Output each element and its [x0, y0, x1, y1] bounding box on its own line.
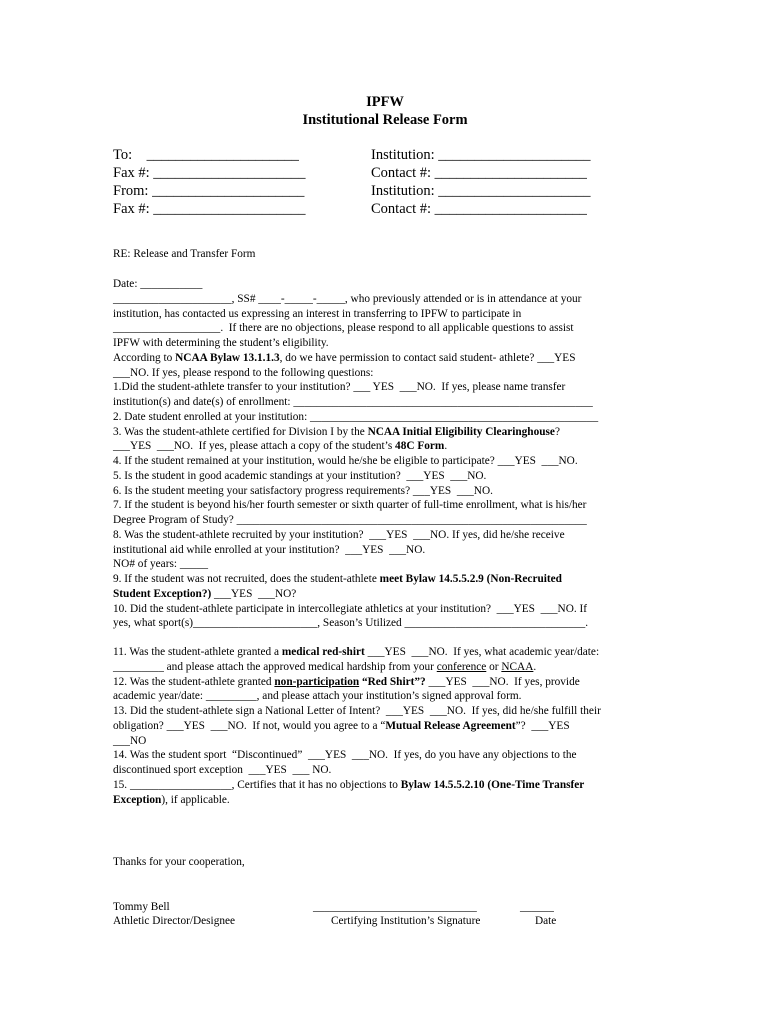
form-line	[113, 454, 578, 468]
address-from: From: _____________________	[113, 183, 305, 199]
form-title: Institutional Release Form	[302, 112, 468, 128]
address-contact-2: Contact #: _____________________	[371, 201, 587, 217]
form-line-text: According to	[113, 351, 176, 364]
form-line	[113, 602, 587, 616]
form-line	[113, 704, 601, 718]
form-line-text: institutional aid while enrolled at your institution? ___YES ___NO.	[113, 543, 426, 556]
signer-name: Tommy Bell	[113, 901, 170, 913]
form-line	[113, 292, 581, 306]
form-line-text: non-participation	[274, 675, 360, 688]
form-line	[113, 395, 593, 409]
address-institution-1: Institution: _____________________	[371, 147, 591, 163]
form-line	[113, 557, 208, 571]
form-line-text: NCAA	[501, 660, 534, 673]
form-line-text: ___NO	[113, 734, 147, 747]
form-line-text: institution, has contacted us expressing an interest in transferring to IPFW to participate in	[113, 307, 522, 320]
form-line	[113, 689, 521, 703]
form-line-text: ?	[554, 425, 560, 438]
form-line	[113, 321, 574, 335]
form-line	[113, 675, 580, 689]
form-line-text: ___YES ___NO. If yes, what academic year/date:	[364, 646, 600, 658]
form-line-text: _____________________, SS# ____-_____-_____, who previously attended or is in attendance at your	[113, 292, 582, 305]
address-institution-2: Institution: _____________________	[371, 183, 591, 199]
form-line	[113, 366, 373, 380]
form-line-text: discontinued sport exception ___YES ___ NO.	[113, 764, 332, 776]
form-line-text: IPFW with determining the student’s eligibility.	[113, 337, 329, 349]
form-line	[113, 763, 331, 777]
form-line-text: , do we have permission to contact said student- athlete? ___YES	[279, 351, 576, 364]
form-line	[113, 307, 521, 321]
form-line	[113, 543, 425, 557]
form-line	[113, 410, 598, 424]
form-line-text: 5. Is the student in good academic standings at your institution? ___YES ___NO.	[113, 469, 487, 482]
form-line-text: 7. If the student is beyond his/her fourth semester or sixth quarter of full-time enrollment, what is his/her	[113, 499, 587, 512]
form-line-text: _________ and please attach the approved medical hardship from your	[113, 660, 437, 673]
form-line-text: 6. Is the student meeting your satisfactory progress requirements? ___YES ___NO.	[113, 484, 493, 497]
form-line	[113, 528, 565, 542]
form-line-text: 10. Did the student-athlete participate in intercollegiate athletics at your institution? ___YES ___NO. If	[113, 602, 588, 615]
form-line-text: academic year/date: _________, and please attach your institution’s signed approval form.	[113, 690, 522, 703]
date-label: Date	[535, 915, 557, 927]
form-line-text: 15. __________________, Certifies that it has no objections to	[113, 778, 401, 791]
form-line-text: meet Bylaw 14.5.5.2.9 (Non-Recruited	[379, 573, 562, 585]
form-line-text: NO# of years: _____	[113, 558, 209, 571]
form-line-text: 4. If the student remained at your institution, would he/she be eligible to participate? ___YES ___NO.	[113, 455, 578, 467]
signature-label: Certifying Institution’s Signature	[331, 915, 481, 927]
form-line-text: 14. Was the student sport “Discontinued” ___YES ___NO. If yes, do you have any objections to the	[113, 749, 577, 762]
form-line-text: ___YES ___NO. If yes, provide	[425, 675, 580, 688]
re-line: RE: Release and Transfer Form	[113, 248, 256, 260]
form-line	[113, 425, 560, 439]
form-line	[113, 719, 570, 733]
form-line-text: institution(s) and date(s) of enrollment: _____________________________________________________	[113, 396, 593, 408]
form-line-text: ___________________. If there are no objections, please respond to all applicable questions to assist	[113, 322, 574, 335]
form-line	[113, 616, 588, 630]
address-contact-1: Contact #: _____________________	[371, 165, 587, 181]
org-title: IPFW	[366, 94, 404, 110]
form-line-text: Bylaw 14.5.5.2.10 (One-Time Transfer	[400, 778, 585, 791]
address-to: To: _____________________	[113, 147, 299, 163]
form-line	[113, 748, 577, 762]
form-line-text: “Red Shirt”?	[359, 675, 426, 688]
form-line-text: 1.Did the student-athlete transfer to your institution? ___ YES ___NO. If yes, please name transfer	[113, 381, 566, 394]
form-line-text: 8. Was the student-athlete recruited by your institution? ___YES ___NO. If yes, did he/she receive	[113, 528, 565, 541]
form-line-text: medical red-shirt	[281, 646, 365, 658]
form-line-text: or	[486, 660, 502, 673]
form-line-text: .	[533, 660, 537, 673]
form-line-text: Mutual Release Agreement	[385, 719, 516, 732]
thanks-line: Thanks for your cooperation,	[113, 856, 245, 868]
form-line-text: 11. Was the student-athlete granted a	[113, 646, 282, 658]
form-line	[113, 439, 447, 453]
form-line-text: Date: ___________	[113, 278, 203, 290]
form-line	[113, 793, 230, 807]
form-line	[113, 645, 599, 659]
form-line-text: ___NO. If yes, please respond to the following questions:	[113, 366, 374, 379]
form-line-text: ___YES ___NO. If yes, please attach a copy of the student’s	[113, 440, 396, 453]
form-line-text: 12. Was the student-athlete granted	[113, 675, 275, 688]
form-line-text: NCAA Bylaw 13.1.1.3	[175, 351, 280, 364]
form-line-text: ), if applicable.	[161, 793, 230, 806]
form-line	[113, 484, 493, 498]
form-line-text: 13. Did the student-athlete sign a National Letter of Intent? ___YES ___NO. If yes, did he/she fulfill their	[113, 705, 601, 717]
address-fax-2: Fax #: _____________________	[113, 201, 306, 217]
date-line: ______	[520, 901, 554, 913]
form-line-text: Degree Program of Study? ______________________________________________________________	[113, 514, 587, 526]
form-line-text: Student Exception?)	[113, 587, 212, 600]
form-line-text: 48C Form	[395, 440, 445, 453]
form-line	[113, 587, 296, 601]
form-line	[113, 513, 587, 527]
form-line	[113, 498, 586, 512]
form-line	[113, 277, 202, 291]
form-line	[113, 380, 565, 394]
form-line	[113, 734, 146, 748]
form-line	[113, 572, 562, 586]
address-fax-1: Fax #: _____________________	[113, 165, 306, 181]
form-line-text: conference	[436, 660, 487, 673]
form-line-text: 9. If the student was not recruited, does the student-athlete	[113, 573, 380, 585]
form-line	[113, 660, 536, 674]
form-line-text: .	[444, 440, 448, 453]
form-line	[113, 351, 575, 365]
signer-role: Athletic Director/Designee	[113, 915, 236, 927]
form-line-text: NCAA Initial Eligibility Clearinghouse	[367, 425, 555, 438]
form-line-text: 3. Was the student-athlete certified for Division I by the	[113, 425, 368, 438]
form-line	[113, 778, 584, 792]
signature-line: _____________________________	[313, 901, 477, 913]
form-line-text: yes, what sport(s)______________________, Season’s Utilized ________________________________.	[113, 617, 589, 630]
form-line-text: obligation? ___YES ___NO. If not, would you agree to a “	[113, 719, 386, 732]
form-line-text: 2. Date student enrolled at your institution: ___________________________________________________	[113, 410, 599, 423]
form-line	[113, 336, 329, 350]
form-line-text: ___YES ___NO?	[211, 587, 297, 600]
form-line-text: ”? ___YES	[515, 719, 570, 732]
form-line-text: Exception	[113, 793, 162, 806]
form-line	[113, 469, 486, 483]
